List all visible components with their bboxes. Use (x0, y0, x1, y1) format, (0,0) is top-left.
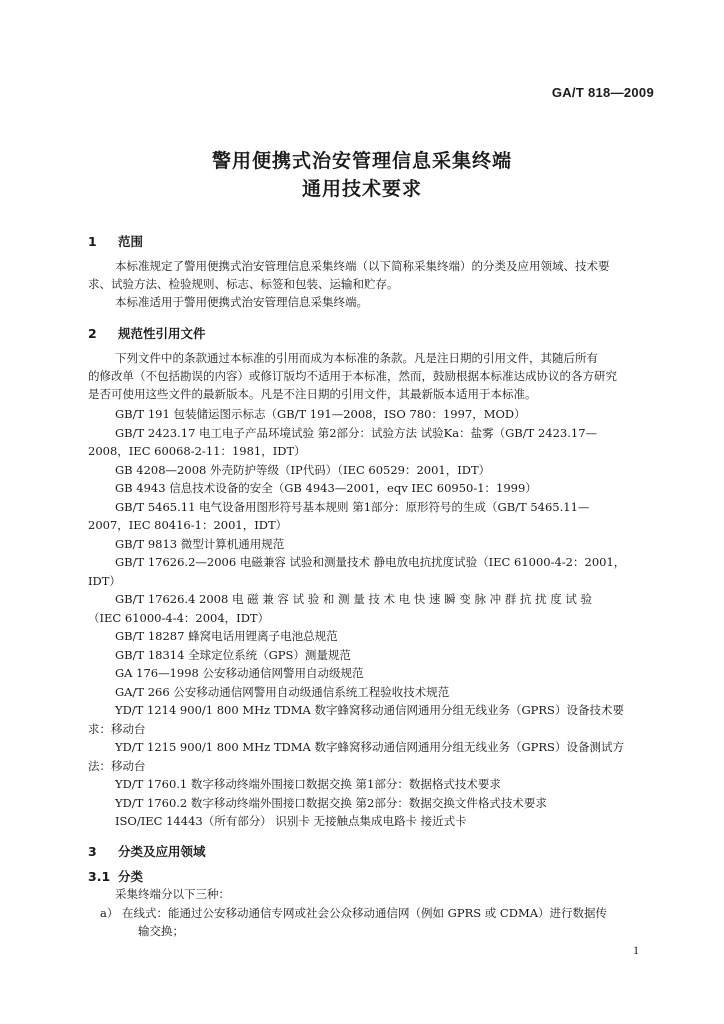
section-title: 规范性引用文件 (118, 326, 206, 341)
reference-entry-continued: （IEC 61000-4-4：2004，IDT） (88, 611, 270, 625)
reference-entry-continued: IDT） (88, 574, 121, 588)
paragraph-line: 下列文件中的条款通过本标准的引用而成为本标准的条款。凡是注日期的引用文件，其随后所有 (115, 351, 598, 365)
page-number: 1 (633, 943, 639, 957)
reference-entry: GB/T 18287 蜂窝电话用锂离子电池总规范 (115, 629, 338, 643)
reference-entry-continued: 法：移动台 (88, 759, 146, 773)
list-item-continued: 输交换； (138, 924, 184, 938)
paragraph-line: 求、试验方法、检验规则、标志、标签和包装、运输和贮存。 (88, 277, 399, 291)
standard-code: GA/T 818—2009 (551, 85, 654, 100)
section-title: 分类 (118, 869, 144, 884)
reference-entry: GB/T 2423.17 电工电子产品环境试验 第2部分：试验方法 试验Ka：盐雾（GB/T 2423.17— (115, 426, 598, 440)
section-number: 3.1 (88, 869, 111, 884)
section-title: 分类及应用领域 (118, 844, 206, 859)
reference-entry: YD/T 1760.1 数字移动终端外围接口数据交换 第1部分：数据格式技术要求 (115, 777, 501, 791)
document-title: 警用便携式治安管理信息采集终端 (211, 150, 512, 172)
reference-entry-continued: 求：移动台 (88, 722, 146, 736)
reference-entry: GB/T 5465.11 电气设备用图形符号基本规则 第1部分：原形符号的生成（GB/T 5465.11— (115, 500, 590, 514)
reference-entry: GB/T 17626.2—2006 电磁兼容 试验和测量技术 静电放电抗扰度试验（IEC 61000-4-2：2001， (115, 555, 626, 569)
section-heading-references (88, 324, 206, 342)
paragraph-line: 是否可使用这些文件的最新版本。凡是不注日期的引用文件，其最新版本适用于本标准。 (88, 387, 537, 401)
reference-entry: YD/T 1214 900/1 800 MHz TDMA 数字蜂窝移动通信网通用分组无线业务（GPRS）设备技术要 (115, 703, 624, 717)
section-number: 3 (88, 844, 97, 859)
reference-entry-continued: 2008，IEC 60068-2-11：1981，IDT） (88, 444, 306, 458)
section-number: 1 (88, 234, 97, 249)
paragraph-line: 采集终端分以下三种： (115, 887, 230, 901)
section-heading-classification (88, 842, 206, 860)
reference-entry: GB/T 9813 微型计算机通用规范 (115, 537, 285, 551)
reference-entry: YD/T 1215 900/1 800 MHz TDMA 数字蜂窝移动通信网通用分组无线业务（GPRS）设备测试方 (115, 740, 624, 754)
reference-entry: GB 4208—2008 外壳防护等级（IP代码）（IEC 60529：2001，IDT） (115, 463, 491, 477)
reference-entry-continued: 2007，IEC 80416-1：2001，IDT） (88, 518, 288, 532)
document-subtitle: 通用技术要求 (301, 178, 422, 200)
reference-entry: YD/T 1760.2 数字移动终端外围接口数据交换 第2部分：数据交换文件格式技术要求 (115, 796, 547, 810)
reference-entry: GA/T 266 公安移动通信网警用自动级通信系统工程验收技术规范 (115, 685, 450, 699)
reference-entry: GB/T 191 包装储运图示标志（GB/T 191—2008，ISO 780：1997，MOD） (115, 407, 526, 421)
subsection-heading-classification (88, 867, 143, 885)
paragraph-line: 本标准适用于警用便携式治安管理信息采集终端。 (115, 295, 368, 309)
reference-entry: GA 176—1998 公安移动通信网警用自动级规范 (115, 666, 364, 680)
reference-entry: GB/T 18314 全球定位系统（GPS）测量规范 (115, 648, 351, 662)
section-title: 范围 (118, 234, 144, 249)
section-heading-scope (88, 232, 143, 250)
paragraph-line: 本标准规定了警用便携式治安管理信息采集终端（以下简称采集终端）的分类及应用领域、技术要 (115, 259, 610, 273)
reference-entry: ISO/IEC 14443（所有部分） 识别卡 无接触点集成电路卡 接近式卡 (115, 814, 467, 828)
reference-entry: GB/T 17626.4 2008 电 磁 兼 容 试 验 和 测 量 技 术 电 快 速 瞬 变 脉 冲 群 抗 扰 度 试 验 (115, 592, 593, 606)
paragraph-line: 的修改单（不包括勘误的内容）或修订版均不适用于本标准，然而，鼓励根据本标准达成协议的各方研究 (88, 369, 617, 383)
reference-entry: GB 4943 信息技术设备的安全（GB 4943—2001，eqv IEC 60950-1：1999） (115, 481, 537, 495)
list-item: a） 在线式：能通过公安移动通信专网或社会公众移动通信网（例如 GPRS 或 CDMA）进行数据传 (100, 906, 608, 920)
section-number: 2 (88, 326, 97, 341)
